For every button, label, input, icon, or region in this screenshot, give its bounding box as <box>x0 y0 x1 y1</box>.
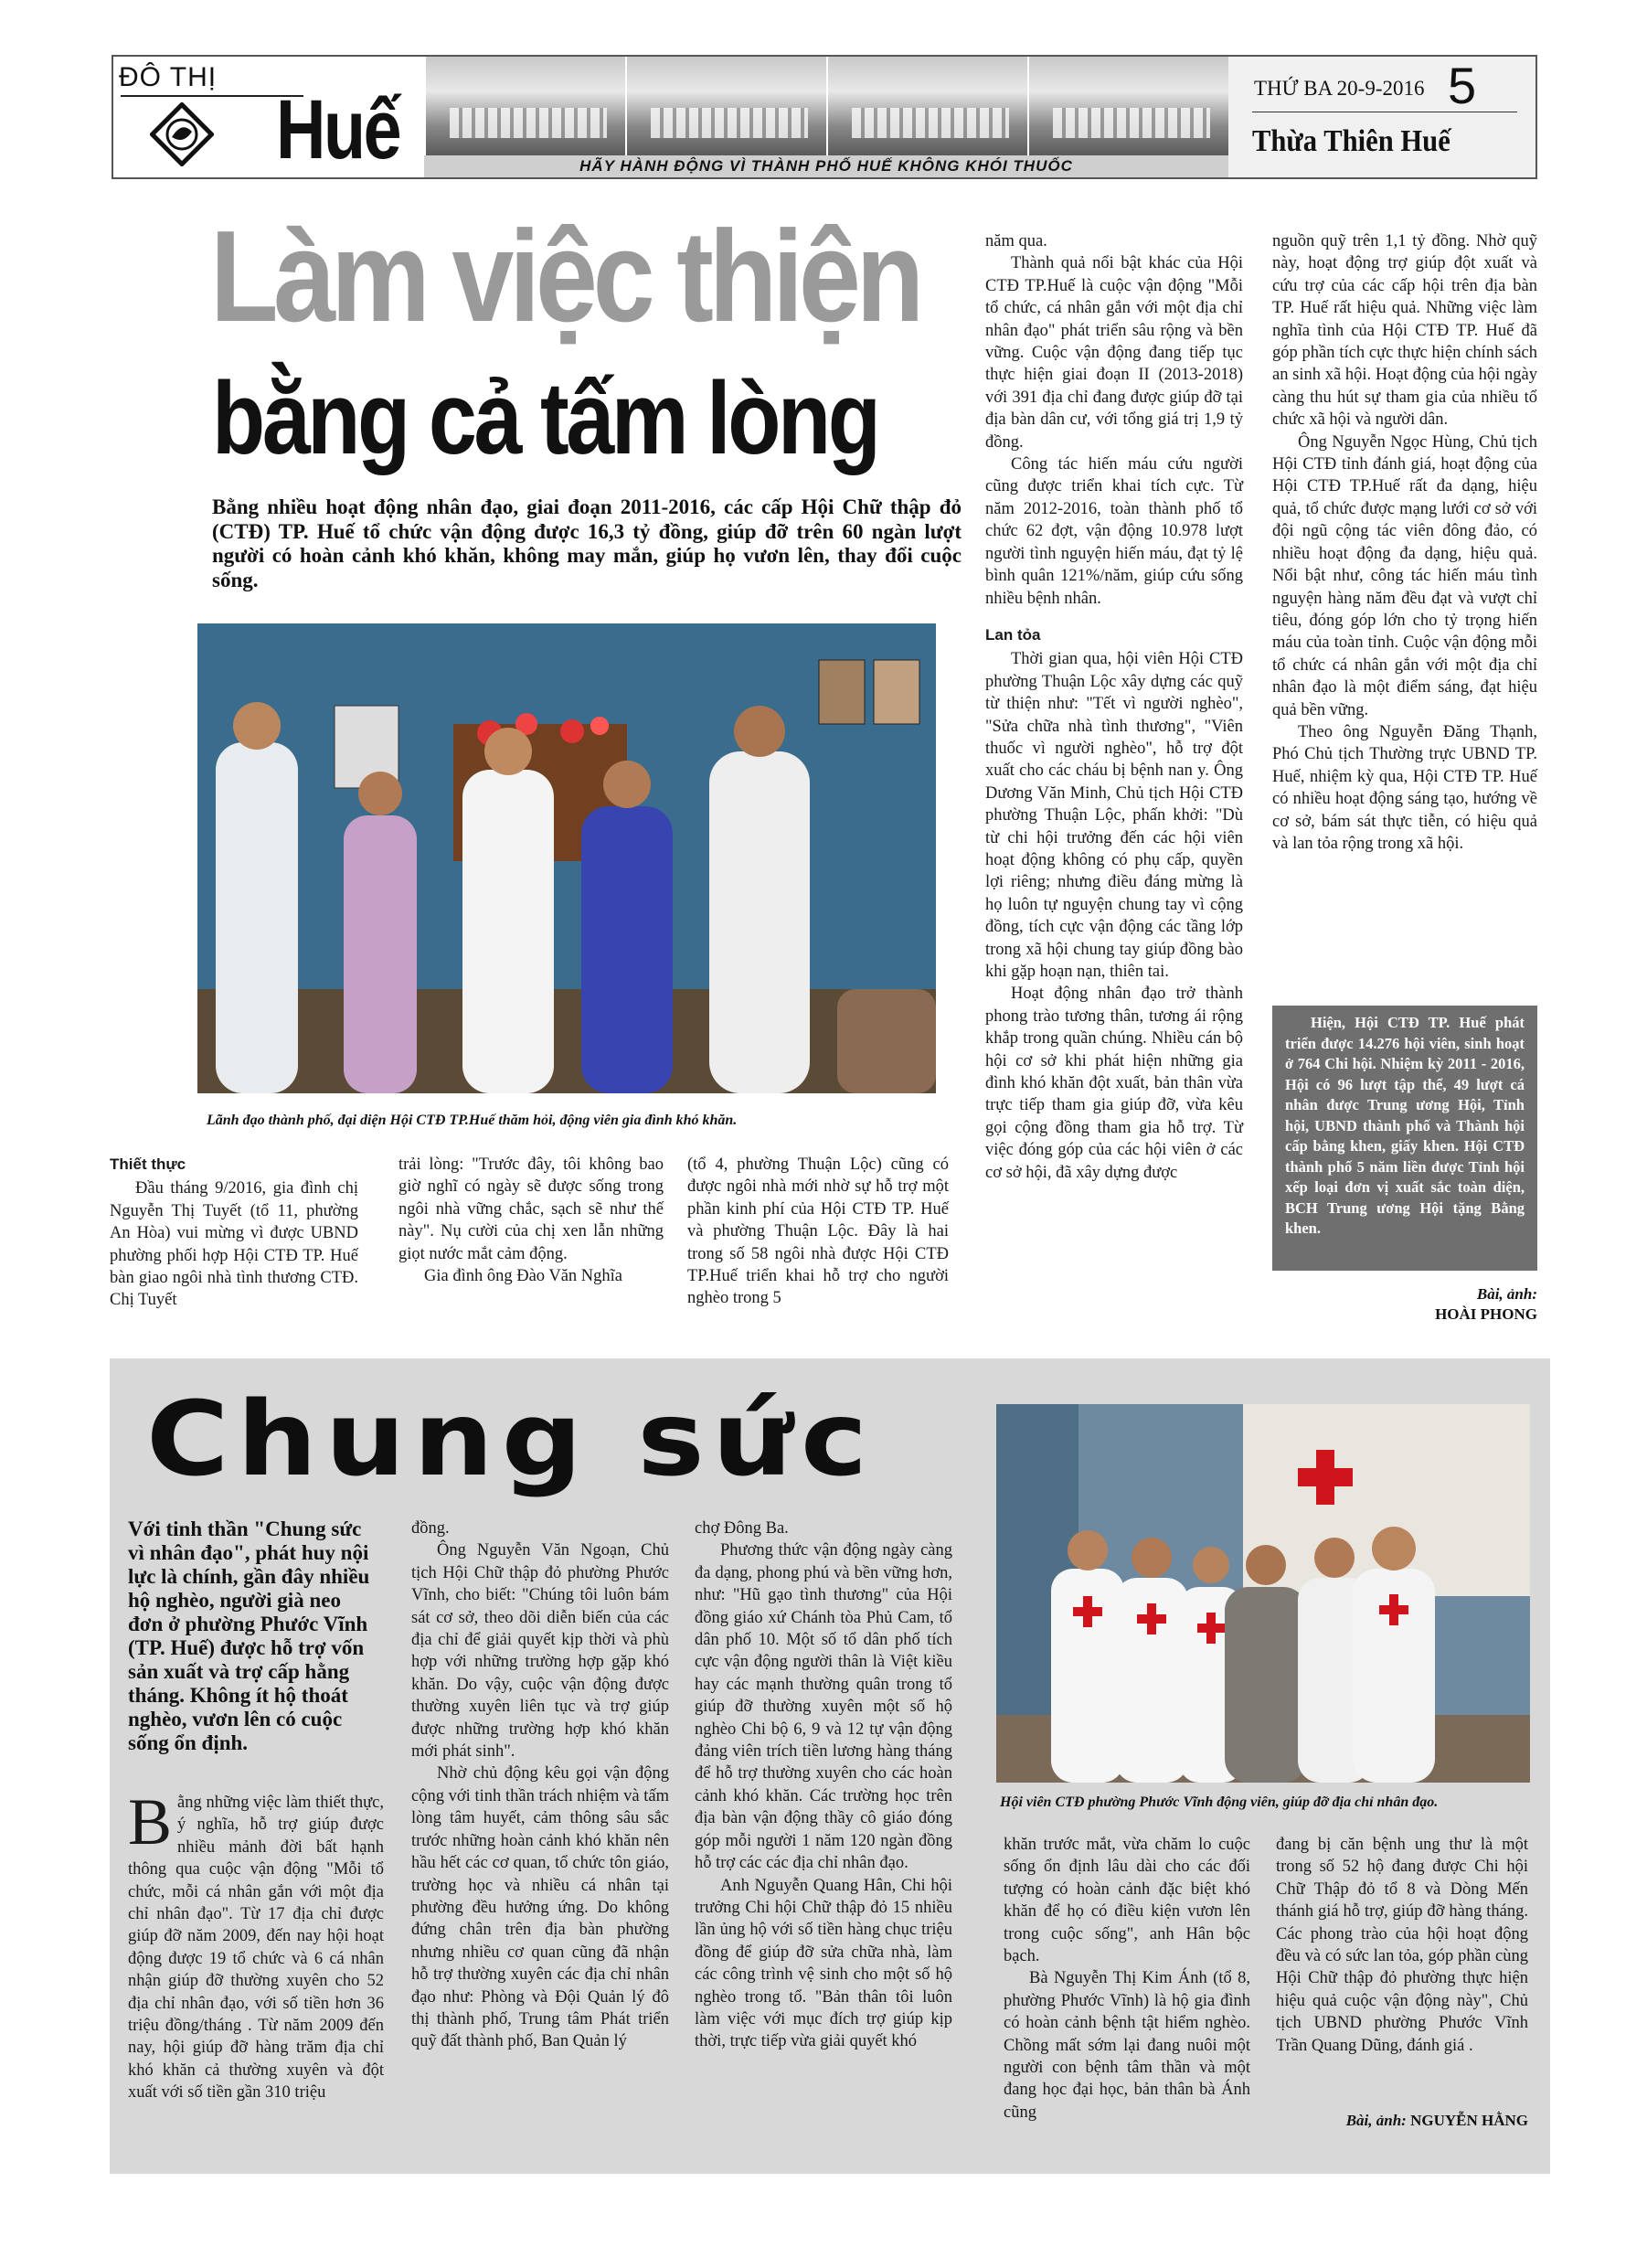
article1-photo <box>197 623 936 1093</box>
masthead <box>112 55 1537 179</box>
subheading-thiet-thuc: Thiết thực <box>110 1155 186 1173</box>
article1-paragraph: Thành quả nổi bật khác của Hội CTĐ TP.Huế là cuộc vận động "Mỗi tổ chức, cá nhân gắn với một địa chỉ nhân đạo" phát triển sâu rộng và bền vững. Cuộc vận động đang tiếp tục thực hiện giai đoạn II (2013-2018) với 391 địa chỉ đang được giúp đỡ tại địa bàn dân cư, với tổng giá trị 1,9 tỷ đồng. <box>985 254 1243 452</box>
article2-col1 <box>128 1785 384 2104</box>
article2-byline-author: NGUYỄN HẰNG <box>1410 2112 1528 2129</box>
article1-lead: Bằng nhiều hoạt động nhân đạo, giai đoạn 2011-2016, các cấp Hội Chữ thập đỏ (CTĐ) TP. Huế tổ chức vận động được 16,3 tỷ đồng, giúp đỡ trên 60 ngàn lượt người có hoàn cảnh khó khăn, không may mắn, giúp họ vươn lên, thay đổi cuộc sống. <box>212 495 962 591</box>
article1-paragraph: Công tác hiến máu cứu người cũng được triển khai tích cực. Từ năm 2012-2016, toàn thành phố tổ chức 62 đợt, vận động 10.978 lượt người tình nguyện hiến máu, đạt tỷ lệ bình quân 121%/năm, giúp cứu sống nhiều bệnh nhân. <box>985 455 1243 608</box>
masthead-photo-strip <box>424 57 1228 155</box>
article1-paragraph: Ông Nguyễn Ngọc Hùng, Chủ tịch Hội CTĐ tỉnh đánh giá, hoạt động của Hội CTĐ TP.Huế rất đa dạng, hiệu quả, tổ chức được mạng lưới cơ sở với đội ngũ cộng tác viên đông đảo, có nhiều hoạt động đa dạng, hiệu quả. Nổi bật như, công tác hiến máu tình nguyện hàng năm đều đạt và vượt chỉ tiêu, đóng góp lớn cho tỷ trọng hiến máu của toàn tỉnh. Cuộc vận động mỗi tổ chức cá nhân gắn với một địa chỉ nhân đạo là một điểm sáng, đạt hiệu quả bền vững. <box>1272 432 1537 719</box>
article2-paragraph: Phương thức vận động ngày càng đa dạng, phong phú và bền vững hơn, như: "Hũ gạo tình thương" của Hội đồng giáo xứ Chánh tòa Phủ Cam, tổ dân phố 10. Một số tổ dân phố tích cực vận động người thân là Việt kiều hay các mạnh thường quân trong tổ giúp đỡ thường xuyên một số hộ nghèo Chi bộ 6, 9 và 12 tự vận động đảng viên trích tiền lương hàng tháng để hỗ trợ thường xuyên cho các hoàn cảnh khó khăn. Các trường học trên địa bàn vận động thầy cô giáo đóng góp mỗi người 1 năm 120 ngàn đồng hỗ trợ các các địa chỉ nhân đạo. <box>695 1541 952 1873</box>
article2-col4 <box>1004 1834 1250 2124</box>
slogan-text: HÃY HÀNH ĐỘNG VÌ THÀNH PHỐ HUẾ KHÔNG KHÓI THUỐC <box>579 157 1073 175</box>
article2-paragraph: đang bị căn bệnh ung thư là một trong số 52 hộ đang được Chi hội Chữ Thập đỏ tổ 8 và Dòng Mến thánh giá hỗ trợ, giúp đỡ hàng tháng. Các phong trào của hội hoạt động đều và có sức lan tỏa, góp phần cùng Hội Chữ thập đỏ phường thực hiện hiệu quả cuộc vận động này", Chủ tịch UBND phường Phước Vĩnh Trần Quang Dũng, đánh giá . <box>1276 1836 1528 2055</box>
city-photo-3 <box>826 57 1029 155</box>
article2-lead: Với tinh thần "Chung sức vì nhân đạo", phát huy nội lực là chính, gần đây nhiều hộ nghèo, người già neo đơn ở phường Phước Vĩnh (TP. Huế) được hỗ trợ vốn sản xuất và trợ cấp hằng tháng. Không ít hộ thoát nghèo, vươn lên có cuộc sống ổn định. <box>128 1517 370 1754</box>
article1-paragraph: Theo ông Nguyễn Đăng Thạnh, Phó Chủ tịch Thường trực UBND TP. Huế, nhiệm kỳ qua, Hội CTĐ TP. Huế có nhiều hoạt động sáng tạo, hướng về cơ sở, bám sát thực tiễn, có hiệu quả và lan tỏa rộng trong xã hội. <box>1272 722 1537 853</box>
article1-paragraph: Thời gian qua, hội viên Hội CTĐ phường Thuận Lộc xây dựng các quỹ từ thiện như: "Tết vì người nghèo", "Sửa chữa nhà tình thương", "Viên thuốc vì người nghèo", hỗ trợ đột xuất cho các cháu bị bệnh nan y. Ông Dương Văn Minh, Chủ tịch Hội CTĐ phường Thuận Lộc, phấn khởi: "Dù từ chi hội trưởng đến các hội viên hoạt động không có phụ cấp, quyền lợi riêng; nhưng điều đáng mừng là họ luôn tự nguyện chung tay vì cộng đồng, tích cực vận động các tầng lớp trong xã hội chung tay giúp đồng bào khi gặp hoạn nạn, thiên tai. <box>985 650 1243 981</box>
article1-photo-caption: Lãnh đạo thành phố, đại diện Hội CTĐ TP.Huế thăm hỏi, động viên gia đình khó khăn. <box>207 1113 738 1128</box>
masthead-logo-area <box>113 57 424 177</box>
article2-paragraph: ằng những việc làm thiết thực, ý nghĩa, hỗ trợ giúp được nhiều mảnh đời bất hạnh thông qua cuộc vận động "Mỗi tổ chức, mỗi cá nhân gắn với một địa chỉ nhân đạo". Từ 17 địa chỉ được giúp đỡ năm 2009, đến nay hội hoạt động được 19 tổ chức và 6 cá nhân nhận giúp đỡ thường xuyên cho 52 địa chỉ nhân đạo, với số tiền hơn 36 triệu đồng/tháng . Từ năm 2009 đến nay, hội giúp đỡ hàng trăm địa chỉ khó khăn cả thường xuyên và đột xuất với số tiền gần 310 triệu <box>128 1794 384 2103</box>
fact-box-text: Hiện, Hội CTĐ TP. Huế phát triển được 14.276 hội viên, sinh hoạt ở 764 Chi hội. Nhiệm kỳ 2011 - 2016, Hội có 96 lượt tập thể, 49 lượt cá nhân được Trung ương Hội, Tỉnh hội, UBND thành phố và Thành hội cấp bằng khen, giấy khen. Hội CTĐ thành phố 5 năm liền được Tỉnh hội xếp loại đơn vị xuất sắc toàn diện, BCH Trung ương Hội tặng Bằng khen. <box>1285 1014 1525 1237</box>
article1-paragraph: Hoạt động nhân đạo trở thành phong trào tương thân, tương ái rộng khắp trong quần chúng. Nhiều cán bộ hội cơ sở khi phát hiện những gia đình khó khăn đột xuất, bản thân vừa trực tiếp tham gia giúp đỡ, vừa kêu gọi cộng đồng tham gia hỗ trợ. Từ việc đóng góp của các hội viên ở các cơ sở hội, đã xây dựng được <box>985 985 1243 1182</box>
article1-title-line2: bằng cả tấm lòng <box>212 361 878 475</box>
article2-paragraph: đồng. <box>411 1519 450 1538</box>
article1-paragraph: nguồn quỹ trên 1,1 tỷ đồng. Nhờ quỹ này, hoạt động trợ giúp đột xuất và cứu trợ của các cấp hội trên địa bàn TP. Huế rất hiệu quả. Những việc làm nghĩa tình của Hội CTĐ TP. Huế đã góp phần tích cực thực hiện chính sách an sinh xã hội. Hoạt động của hội ngày càng thu hút sự tham gia của nhiều tổ chức xã hội và người dân. <box>1272 232 1537 430</box>
hue-emblem-icon <box>150 102 214 166</box>
article2-col2 <box>411 1517 669 2053</box>
city-photo-4 <box>1027 57 1230 155</box>
city-photo-1 <box>424 57 627 155</box>
article1-paragraph: (tổ 4, phường Thuận Lộc) cũng có được ngôi nhà mới nhờ sự hỗ trợ một phần kinh phí của Hội CTĐ TP. Huế và phường Thuận Lộc. Đây là hai trong số 58 ngôi nhà được Hội CTĐ TP.Huế triển khai hỗ trợ cho người nghèo trong 5 <box>687 1155 949 1308</box>
city-photo-2 <box>625 57 828 155</box>
slogan-bar <box>424 155 1228 177</box>
subheading-lan-toa: Lan tỏa <box>985 625 1041 644</box>
photo1-scene <box>197 623 936 1093</box>
article1-col5 <box>1272 230 1537 855</box>
article2-col5 <box>1276 1834 1528 2057</box>
article1-col2 <box>398 1154 664 1287</box>
article2-title: Chung sức <box>146 1380 876 1499</box>
article2-photo <box>996 1404 1530 1783</box>
article2-paragraph: khăn trước mắt, vừa chăm lo cuộc sống ổn định lâu dài cho các đối tượng có hoàn cảnh đặc biệt khó khăn để họ có điều kiện vươn lên trong cuộc sống", anh Hân bộc bạch. <box>1004 1836 1250 1966</box>
article1-byline-label: Bài, ảnh: <box>1476 1285 1537 1303</box>
page-number: 5 <box>1448 57 1477 114</box>
article1-paragraph: năm qua. <box>985 232 1047 250</box>
article2-byline <box>1276 2112 1528 2130</box>
article2-paragraph: Bà Nguyễn Thị Kim Ánh (tổ 8, phường Phước Vĩnh) là hộ gia đình có hoàn cảnh bệnh tật hiểm nghèo. Chồng mất sớm lại đang nuôi một người con bệnh tâm thần và một đang học đại học, bản thân bà Ánh cũng <box>1004 1969 1250 2122</box>
article2-paragraph: Nhờ chủ động kêu gọi vận động cộng với tinh thần trách nhiệm và tấm lòng tâm huyết, cảm thông sâu sắc trước những hoàn cảnh khó khăn nên hầu hết các cơ quan, tổ chức tôn giáo, trường học và nhiều cá nhân tại phường đều hưởng ứng. Do không đứng chân trên địa bàn phường nhưng nhiều cơ quan cũng đã nhận hỗ trợ thường xuyên các địa chỉ nhân đạo như: Phòng và Đội Quản lý đô thị thành phố, Trung tâm Phát triển quỹ đất thành phố, Ban Quản lý <box>411 1764 669 2051</box>
paper-name: Thừa Thiên Huế <box>1252 124 1450 158</box>
article2-photo-caption: Hội viên CTĐ phường Phước Vĩnh động viên, giúp đỡ địa chỉ nhân đạo. <box>1000 1794 1439 1810</box>
section-small-label: ĐÔ THỊ <box>119 62 218 92</box>
masthead-date-area <box>1228 57 1535 177</box>
article1-col3 <box>687 1154 949 1310</box>
article2-byline-label: Bài, ảnh: <box>1345 2112 1407 2129</box>
article1-paragraph: Đầu tháng 9/2016, gia đình chị Nguyễn Thị Tuyết (tổ 11, phường An Hòa) vui mừng vì được UBND phường phối hợp Hội CTĐ TP. Huế bàn giao ngôi nhà tình thương CTĐ. Chị Tuyết <box>110 1179 358 1310</box>
article1-col4 <box>985 230 1243 1184</box>
article1-byline-author: HOÀI PHONG <box>1435 1305 1537 1323</box>
article1-paragraph: trải lòng: "Trước đây, tôi không bao giờ nghĩ có ngày sẽ được sống trong ngôi nhà vững chắc, sạch sẽ như thế này". Nụ cười của chị xen lẫn những giọt nước mắt cảm động. <box>398 1155 664 1263</box>
section-big-label: Huế <box>276 83 400 176</box>
article1-fact-box <box>1272 1006 1537 1271</box>
article1-paragraph: Gia đình ông Đào Văn Nghĩa <box>424 1267 622 1286</box>
article2-dropcap: B <box>128 1785 173 1858</box>
article1-col1 <box>110 1154 358 1312</box>
issue-date: THỨ BA 20-9-2016 <box>1254 77 1425 100</box>
article2-paragraph: chợ Đông Ba. <box>695 1519 789 1538</box>
article2-col3 <box>695 1517 952 2053</box>
article2-paragraph: Anh Nguyễn Quang Hân, Chi hội trưởng Chi hội Chữ thập đỏ 15 nhiều lần ủng hộ với số tiền hàng chục triệu đồng để giúp đỡ sửa chữa nhà, làm các công trình vệ sinh cho một số hộ nghèo trong tổ. "Bản thân tôi luôn làm việc với mục đích trợ giúp kịp thời, trực tiếp vừa giải quyết khó <box>695 1876 952 2051</box>
article2-paragraph: Ông Nguyễn Văn Ngoạn, Chủ tịch Hội Chữ thập đỏ phường Phước Vĩnh, cho biết: "Chúng tôi luôn bám sát cơ sở, theo dõi diễn biến của các địa chỉ để giải quyết kịp thời và phù hợp với những trường hợp gặp khó khăn. Do vậy, cuộc vận động được thường xuyên liên tục và trợ giúp được những trường hợp khó khăn mới phát sinh". <box>411 1541 669 1762</box>
article1-title-line1: Làm việc thiện <box>210 204 920 349</box>
